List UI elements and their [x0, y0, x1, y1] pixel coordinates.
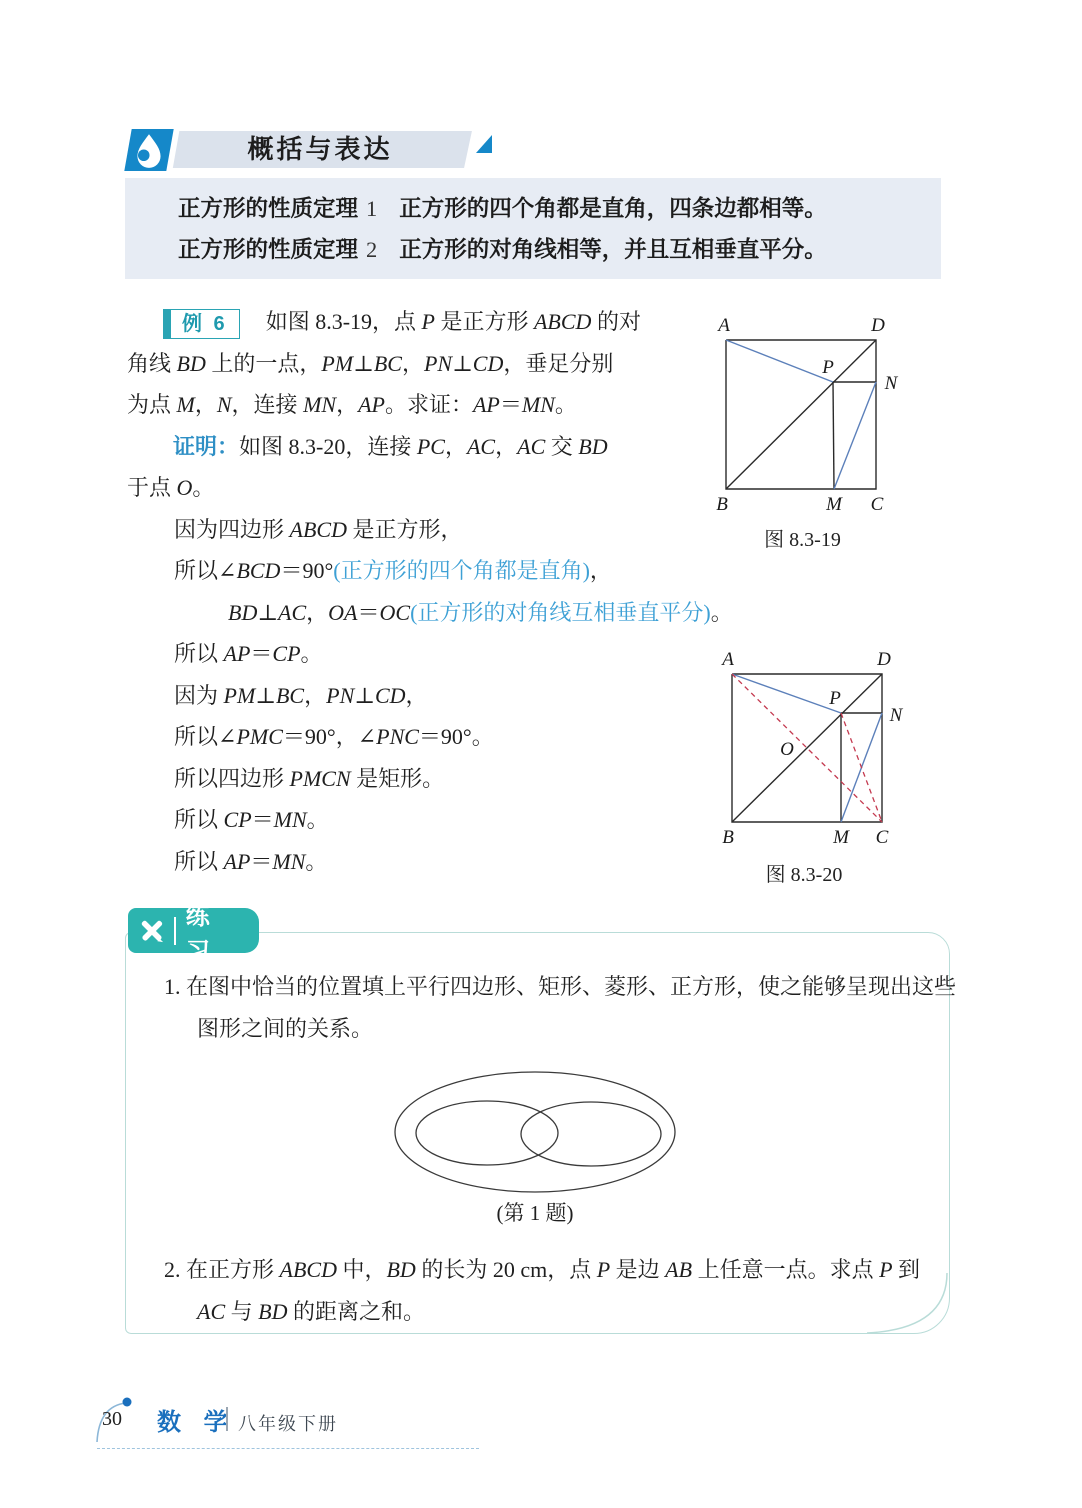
text-line-10: 因为 PM⊥BC，PN⊥CD，: [174, 682, 428, 708]
text-line-6: 因为四边形 ABCD 是正方形，: [174, 516, 463, 542]
text-line-14: 所以 AP＝MN。: [174, 848, 328, 874]
segment-ap: [732, 674, 841, 713]
text-line-12: 所以四边形 PMCN 是矩形。: [174, 765, 445, 791]
vertex-label-m: M: [833, 827, 849, 848]
theorem-1-number: 1: [366, 196, 378, 221]
vertex-label-p: P: [829, 688, 841, 709]
text-line-3: 为点 M，N，连接 MN，AP。求证：AP＝MN。: [127, 392, 577, 417]
text-line-4: 证明：如图 8.3-20，连接 PC，AC，AC 交 BD: [173, 433, 608, 459]
figure-1-caption: 图 8.3-19: [764, 529, 841, 551]
venn-diagram: [379, 1057, 691, 1209]
section-title: 概括与表达: [247, 134, 393, 164]
vertex-label-b: B: [716, 494, 728, 515]
figure-8-3-19: [700, 313, 905, 515]
vertex-label-m: M: [826, 494, 842, 515]
vertex-label-p: P: [822, 357, 834, 378]
text-line-8: BD⊥AC，OA＝OC(正方形的对角线互相垂直平分)。: [228, 599, 733, 625]
vertex-label-a: A: [718, 315, 730, 336]
theorem-1-label: 正方形的性质定理: [178, 196, 359, 221]
page-dot: [123, 1398, 132, 1407]
theorem-2: [178, 232, 827, 264]
problem-2-line-2: AC 与 BD 的距离之和。: [197, 1299, 425, 1324]
practice-badge: [128, 902, 259, 965]
vertex-label-c: C: [875, 827, 889, 848]
theorem-2-text: 正方形的对角线相等，并且互相垂直平分。: [399, 237, 827, 262]
text-line-5: 于点 O。: [127, 475, 215, 500]
left-ellipse: [416, 1101, 558, 1165]
badge-divider: [174, 917, 176, 945]
text-line-2: 角线 BD 上的一点，PM⊥BC，PN⊥CD，垂足分别: [127, 350, 614, 376]
problem-1-line-2: 图形之间的关系。: [197, 1016, 374, 1041]
volume-label: 八年级下册: [238, 1414, 338, 1434]
page-number: 30: [102, 1408, 122, 1430]
diagonal-bd: [726, 340, 876, 489]
text-line-13: 所以 CP＝MN。: [174, 807, 329, 832]
corner-decoration: [861, 1273, 956, 1343]
segment-mn: [834, 382, 876, 489]
figure-2-caption: 图 8.3-20: [765, 864, 843, 886]
text-line-11: 所以∠PMC＝90°，∠PNC＝90°。: [174, 724, 494, 749]
outer-ellipse: [395, 1072, 675, 1192]
problem-1-line-1: 1. 在图中恰当的位置填上平行四边形、矩形、菱形、正方形，使之能够呈现出这些: [164, 974, 957, 999]
flame-icon-box: [124, 129, 173, 171]
text-line-9: 所以 AP＝CP。: [174, 641, 323, 666]
theorem-1-text: 正方形的四个角都是直角，四条边都相等。: [399, 196, 827, 221]
vertex-label-a: A: [722, 649, 734, 670]
venn-caption: (第 1 题): [496, 1201, 574, 1225]
theorem-box: [125, 178, 941, 279]
problem-2-line-1: 2. 在正方形 ABCD 中，BD 的长为 20 cm，点 P 是边 AB 上任意一点。求点 P 到: [164, 1257, 921, 1282]
example-section: [127, 301, 733, 882]
pencil-ruler-icon: [138, 916, 166, 946]
vertex-label-n: N: [884, 373, 898, 394]
vertex-label-b: B: [722, 827, 734, 848]
segment-pm: [833, 382, 834, 489]
text-line-1: [127, 301, 727, 343]
practice-title: 练 习: [185, 902, 218, 965]
flame-icon: [128, 129, 170, 171]
footer-dashed-rule: [97, 1448, 479, 1449]
vertex-label-c: C: [870, 494, 884, 515]
vertex-label-o: O: [780, 739, 794, 760]
theorem-2-label: 正方形的性质定理: [178, 237, 359, 262]
right-ellipse: [521, 1102, 661, 1166]
example-badge: 例 6: [163, 309, 240, 339]
vertex-label-n: N: [889, 705, 903, 726]
text-line-7: 所以∠BCD＝90°(正方形的四个角都是直角)，: [174, 558, 612, 583]
figure-8-3-20: [698, 645, 910, 850]
vertex-label-d: D: [871, 315, 885, 336]
practice-box: [125, 932, 957, 1334]
subject-title: 数 学: [157, 1409, 236, 1436]
header-arrow-icon: [476, 135, 492, 153]
line-1-text: 如图 8.3-19，点 P 是正方形 ABCD 的对: [265, 309, 641, 334]
vertex-label-d: D: [877, 649, 891, 670]
theorem-1: [178, 191, 827, 223]
theorem-2-number: 2: [366, 237, 378, 262]
segment-ap: [726, 340, 833, 382]
footer-divider: [226, 1407, 228, 1431]
